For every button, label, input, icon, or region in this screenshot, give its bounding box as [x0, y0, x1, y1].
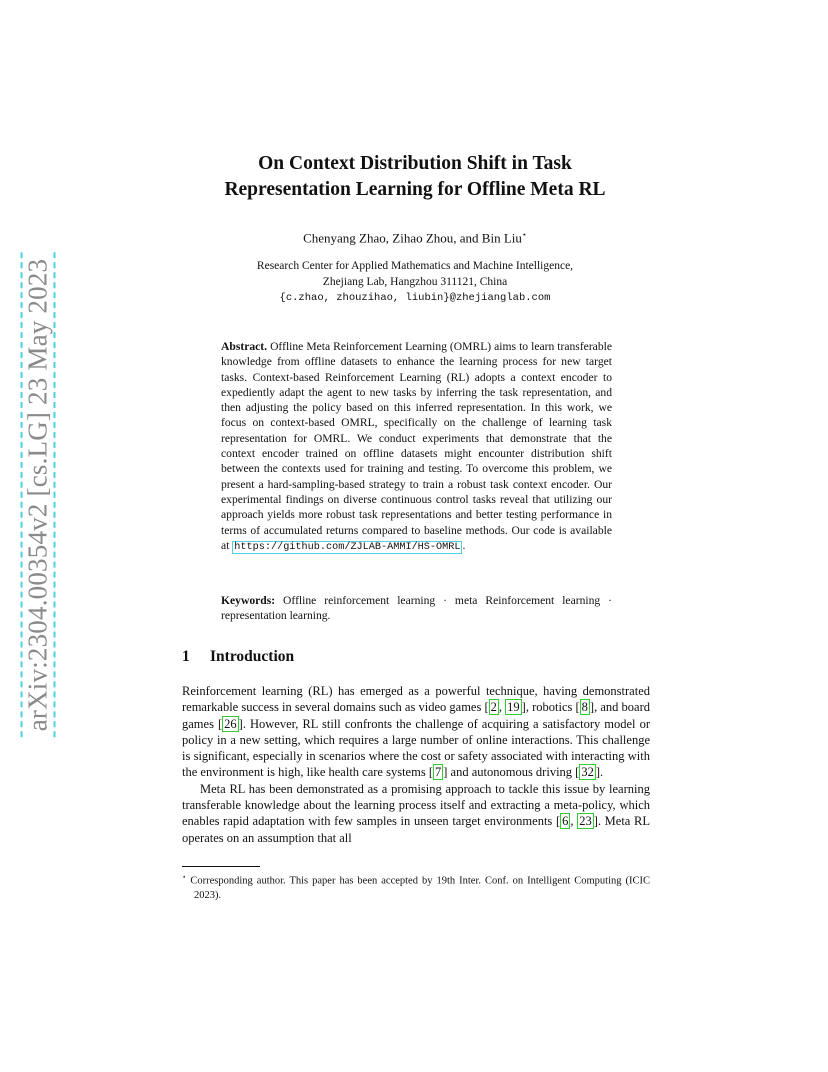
abstract-text: Offline Meta Reinforcement Learning (OMRL) aims to learn transferable knowledge from offline datasets to enhance the learning process for new target tasks. Context-based Reinforcement Learning (RL) adopts a context encoder to expediently adapt the agent to new tasks by inferring the task representation, and then adjusting the policy based on this inferred representation. In this work, we focus on context-based OMRL, specifically on the challenge of learning task representation for OMRL. We conduct experiments that demonstrate that the context encoder trained on offline datasets might encounter distribution shift between the contexts used for training and testing. To overcome this problem, we present a hard-sampling-based strategy to train a robust task context encoder. Our experimental findings on diverse continuous control tasks reveal that utilizing our approach yields more robust task representations and better testing performance in terms of accumulated returns compared to baseline methods. Our code is available at [221, 340, 612, 552]
paragraph-1-text: ], and board games [ [182, 700, 650, 731]
citation-link[interactable]: 23 [579, 814, 592, 829]
title-line-2: Representation Learning for Offline Meta RL [224, 179, 606, 200]
paragraph-1 [182, 683, 650, 781]
keywords [221, 593, 612, 624]
paragraph-1-text: ], robotics [ [521, 700, 580, 715]
paragraph-1-text: ]. [595, 765, 604, 780]
introduction-body [182, 683, 650, 846]
footnote-mark: ⋆ [182, 873, 187, 881]
author-names: Chenyang Zhao, Zihao Zhou, and Bin Liu [303, 230, 522, 246]
footnote [182, 870, 650, 903]
paragraph-1-text: , [498, 700, 506, 715]
footnote-rule [182, 866, 260, 867]
citation-link[interactable]: 6 [562, 814, 569, 829]
paragraph-1-text: ] and autonomous driving [ [443, 765, 580, 780]
affiliation-block [150, 258, 680, 306]
paragraph-2-text: Meta RL has been demonstrated as a promising approach to tackle this issue by learning transferable knowledge about the learning process itself and extracting a meta-policy, which enables rapid adaptation with few samples in unseen target environments [ [182, 781, 650, 829]
citation-link[interactable]: 19 [507, 700, 520, 715]
paragraph-1-text: ]. However, RL still confronts the challenge of acquiring a satisfactory model or policy in a new setting, which requires a large number of online interactions. This challenge is significant, especially in scenarios where the cost or safety associated with interacting with the environment is high, like health care systems [ [182, 716, 650, 780]
citation-link[interactable]: 32 [581, 765, 594, 780]
affiliation-line-2: Zhejiang Lab, Hangzhou 311121, China [322, 276, 508, 288]
paragraph-2-text: ]. Meta RL operates on an assumption that all [182, 814, 651, 845]
footnote-text: Corresponding author. This paper has been accepted by 19th Inter. Conf. on Intelligent Computing (ICIC 2023). [186, 875, 650, 901]
keywords-text: Offline reinforcement learning · meta Reinforcement learning · representation learning. [221, 594, 612, 623]
section-title: Introduction [210, 648, 295, 665]
code-repository-link[interactable]: https://github.com/ZJLAB-AMMI/HS-OMRL [234, 541, 461, 553]
paper-title [150, 151, 680, 203]
section-heading-introduction [182, 648, 294, 666]
abstract [221, 339, 612, 555]
title-line-1: On Context Distribution Shift in Task [258, 153, 572, 174]
citation-link[interactable]: 7 [434, 765, 442, 780]
author-list [150, 230, 680, 246]
author-footnote-mark: ⋆ [521, 230, 527, 239]
citation-link[interactable]: 26 [224, 716, 237, 731]
citation-link[interactable]: 2 [490, 700, 497, 715]
affiliation-line-1: Research Center for Applied Mathematics and Machine Intelligence, [256, 260, 574, 272]
arxiv-identifier-stamp [18, 250, 58, 740]
section-number: 1 [182, 648, 190, 665]
affiliation-emails: {c.zhao, zhouzihao, liubin}@zhejianglab.com [279, 292, 551, 304]
paragraph-2-text: , [570, 814, 578, 829]
paragraph-1-text: Reinforcement learning (RL) has emerged as a powerful technique, having demonstrated remarkable success in several domains such as video games [ [182, 684, 650, 715]
abstract-end: . [462, 538, 466, 552]
citation-link[interactable]: 8 [581, 700, 588, 715]
arxiv-identifier-text: arXiv:2304.00354v2 [cs.LG] 23 May 2023 [21, 253, 56, 738]
abstract-label: Abstract. [221, 340, 268, 353]
keywords-label: Keywords: [221, 594, 276, 607]
paragraph-2 [182, 781, 650, 846]
